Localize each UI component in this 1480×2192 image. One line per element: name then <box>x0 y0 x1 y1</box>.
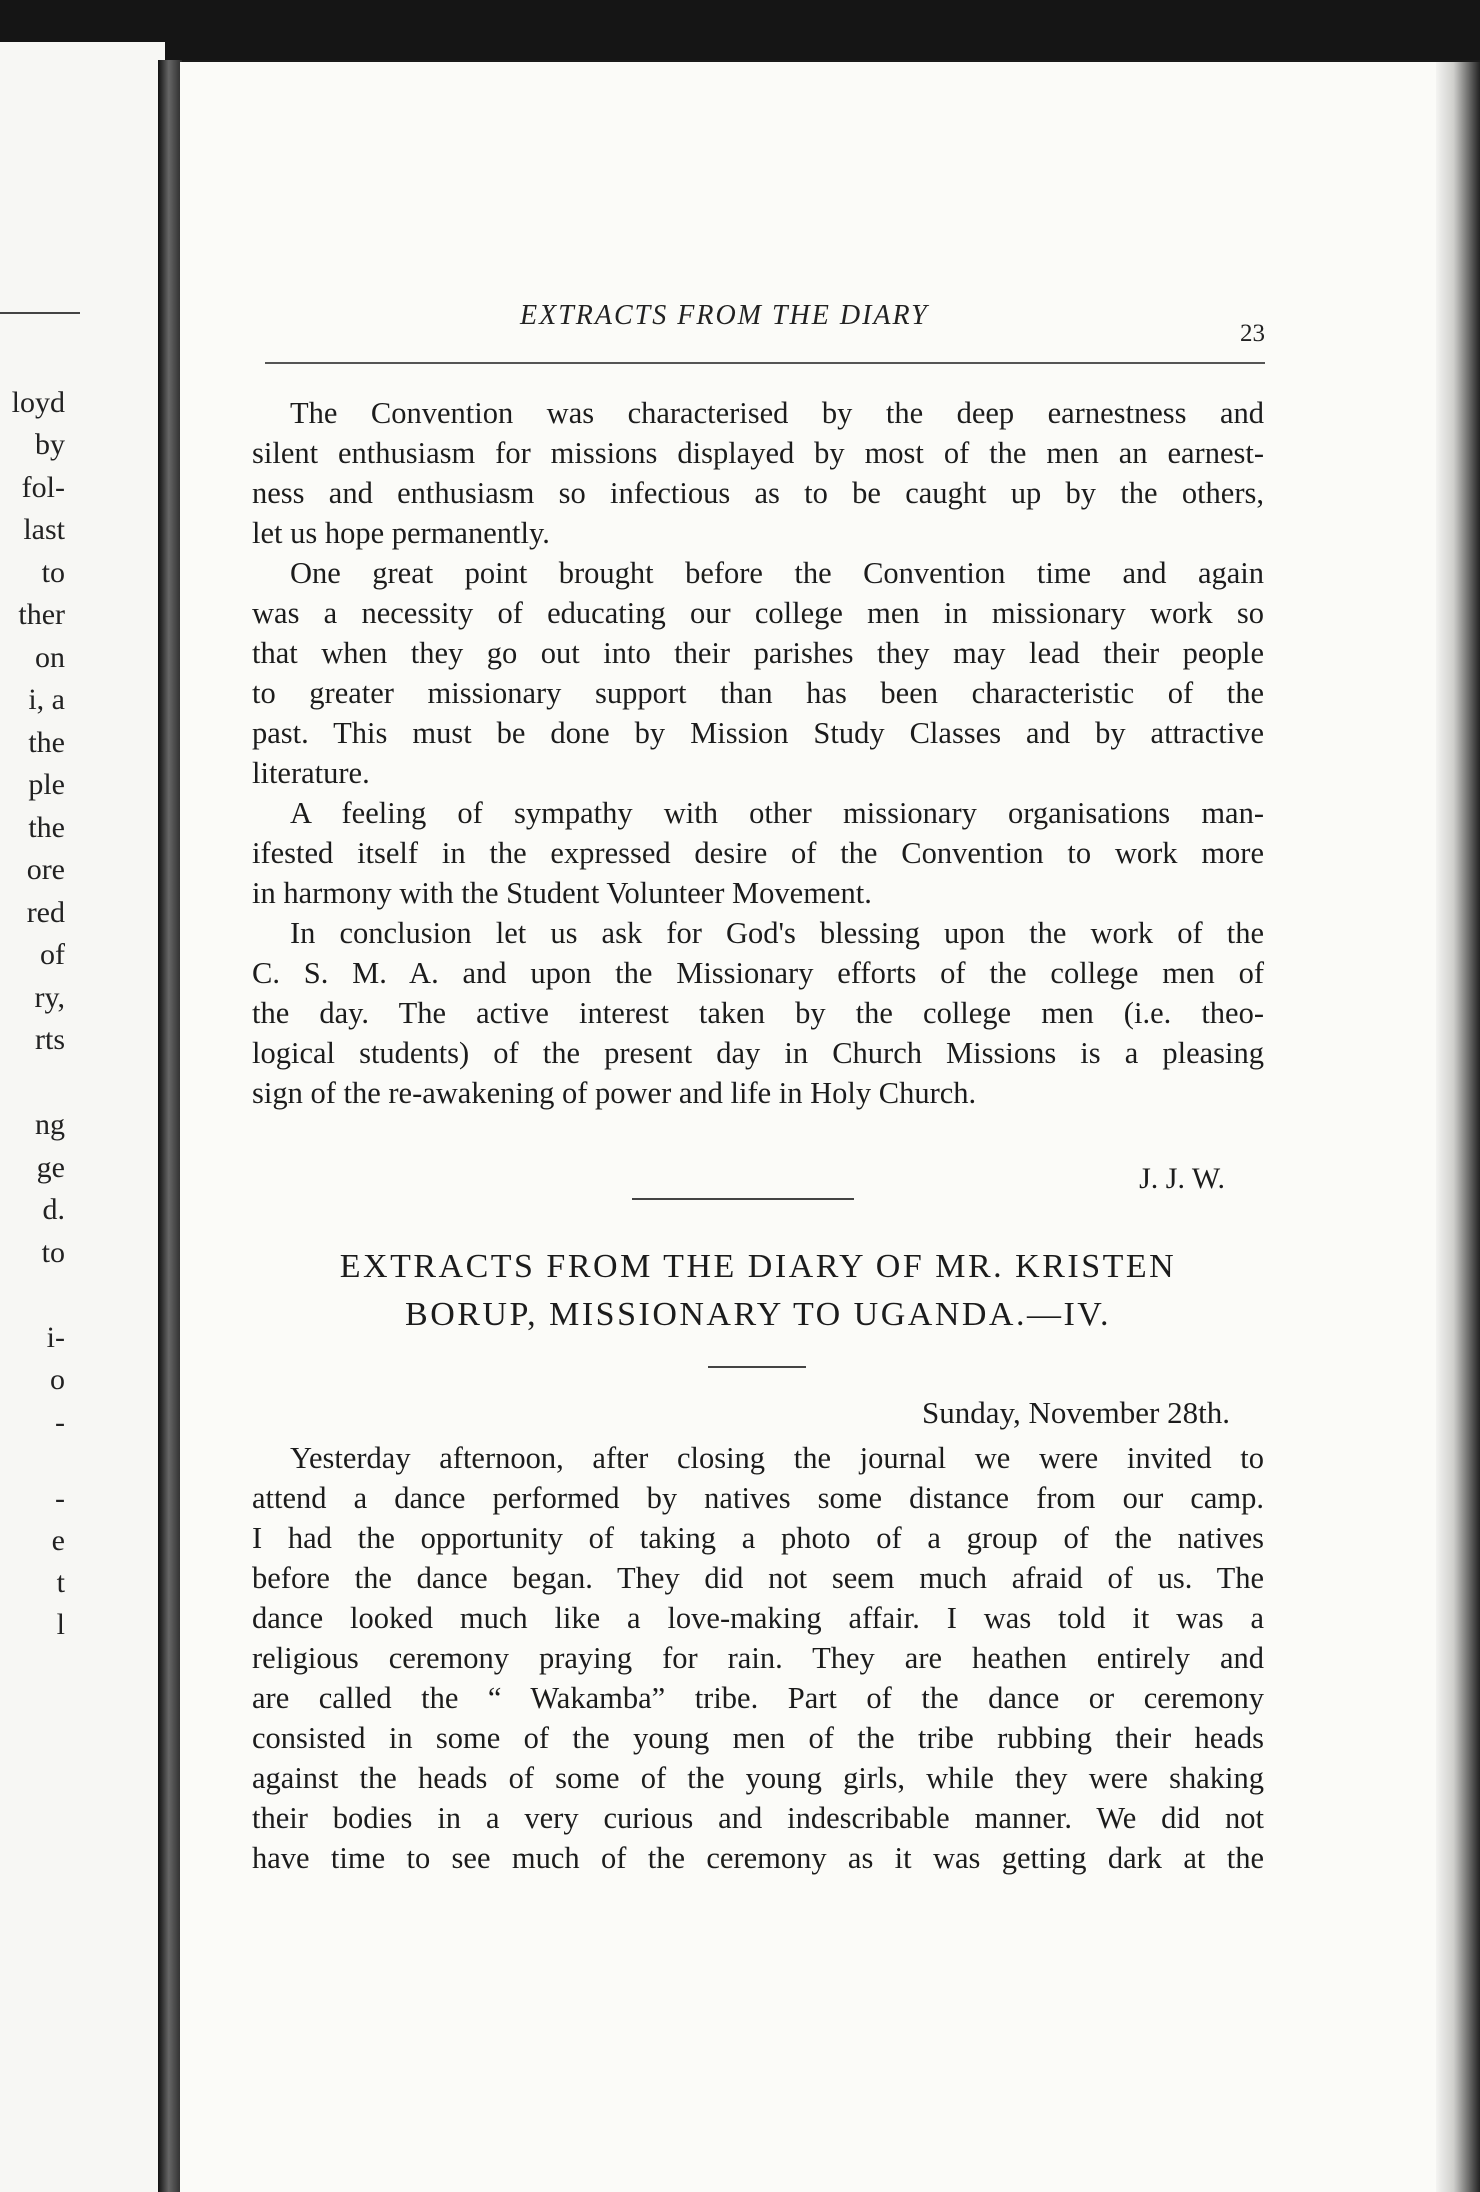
title-divider <box>708 1366 806 1368</box>
paragraph-line: to greater missionary support than has been characteristic of the <box>252 676 1264 710</box>
facing-page-fragment: - <box>55 1482 65 1515</box>
header-rule <box>265 362 1265 364</box>
page-edge-shadow <box>1436 62 1480 2192</box>
diary-line: have time to see much of the ceremony as it was getting dark at the <box>252 1841 1264 1875</box>
facing-page-fragment: loyd <box>11 386 65 419</box>
diary-line: religious ceremony praying for rain. They are heathen entirely and <box>252 1641 1264 1675</box>
article-title-line: BORUP, MISSIONARY TO UGANDA.—IV. <box>405 1296 1111 1333</box>
facing-page-fragment: o <box>50 1363 65 1396</box>
paragraph-line: The Convention was characterised by the deep earnestness and <box>290 396 1264 430</box>
facing-page-fragment: of <box>40 938 65 971</box>
paragraph-line: the day. The active interest taken by the college men (i.e. theo- <box>252 996 1264 1030</box>
paragraph-line: past. This must be done by Mission Study Classes and by attractive <box>252 716 1264 750</box>
facing-page-edge <box>0 42 165 2192</box>
page-number: 23 <box>1240 320 1265 347</box>
facing-page-fragment: ore <box>26 853 65 886</box>
facing-page-fragment: to <box>41 556 65 589</box>
article-title-line: EXTRACTS FROM THE DIARY OF MR. KRISTEN <box>339 1248 1177 1285</box>
facing-page-fragment: ple <box>28 768 65 801</box>
paragraph-line: A feeling of sympathy with other missionary organisations man- <box>290 796 1264 830</box>
paragraph-line: ness and enthusiasm so infectious as to be caught up by the others, <box>252 476 1264 510</box>
diary-dateline: Sunday, November 28th. <box>922 1395 1230 1430</box>
facing-page-fragment: i, a <box>28 683 65 716</box>
paragraph-line: let us hope permanently. <box>252 516 550 550</box>
diary-line: their bodies in a very curious and indescribable manner. We did not <box>252 1801 1264 1835</box>
diary-line: are called the “ Wakamba” tribe. Part of the dance or ceremony <box>252 1681 1264 1715</box>
facing-page-fragment: rts <box>35 1023 65 1056</box>
facing-page-fragment: e <box>51 1524 65 1557</box>
facing-page-fragment: by <box>35 428 65 461</box>
section-divider <box>632 1198 854 1200</box>
facing-page-fragment: the <box>28 726 65 759</box>
facing-page-fragment: ge <box>36 1151 65 1184</box>
paragraph-line: ifested itself in the expressed desire of the Convention to work more <box>252 836 1264 870</box>
paragraph-line: was a necessity of educating our college men in missionary work so <box>252 596 1264 630</box>
paragraph-line: sign of the re-awakening of power and life in Holy Church. <box>252 1076 977 1110</box>
diary-line: consisted in some of the young men of the tribe rubbing their heads <box>252 1721 1264 1755</box>
facing-page-fragment: ther <box>18 598 65 631</box>
facing-page-fragment: last <box>23 513 65 546</box>
diary-line: dance looked much like a love-making affair. I was told it was a <box>252 1601 1264 1635</box>
facing-page-fragment: to <box>41 1236 65 1269</box>
diary-line: before the dance began. They did not seem much afraid of us. The <box>252 1561 1264 1595</box>
paragraph-line: literature. <box>252 756 370 790</box>
paragraph-line: In conclusion let us ask for God's blessing upon the work of the <box>290 916 1264 950</box>
running-head: EXTRACTS FROM THE DIARY <box>520 300 929 331</box>
facing-page-fragment: red <box>26 896 65 929</box>
facing-page-fragment: i- <box>46 1321 65 1354</box>
facing-page-fragment: d. <box>42 1193 65 1226</box>
signature: J. J. W. <box>1139 1162 1225 1195</box>
facing-page-fragment: - <box>55 1406 65 1439</box>
facing-page-fragment: fol- <box>21 471 65 504</box>
paragraph-line: that when they go out into their parishes they may lead their people <box>252 636 1264 670</box>
diary-line: I had the opportunity of taking a photo of a group of the natives <box>252 1521 1264 1555</box>
diary-line: attend a dance performed by natives some distance from our camp. <box>252 1481 1264 1515</box>
diary-line: against the heads of some of the young girls, while they were shaking <box>252 1761 1264 1795</box>
facing-page-rule <box>0 312 80 314</box>
paragraph-line: C. S. M. A. and upon the Missionary efforts of the college men of <box>252 956 1264 990</box>
paragraph-line: silent enthusiasm for missions displayed by most of the men an earnest- <box>252 436 1264 470</box>
facing-page-fragment: t <box>56 1566 65 1599</box>
paragraph-line: logical students) of the present day in Church Missions is a pleasing <box>252 1036 1264 1070</box>
diary-line: Yesterday afternoon, after closing the journal we were invited to <box>290 1441 1264 1475</box>
facing-page-fragment: on <box>35 641 65 674</box>
book-spine-shadow <box>158 60 182 2192</box>
facing-page-fragment: ry, <box>34 981 65 1014</box>
paragraph-line: One great point brought before the Convention time and again <box>290 556 1264 590</box>
paragraph-line: in harmony with the Student Volunteer Movement. <box>252 876 872 910</box>
facing-page-fragment: ng <box>35 1108 65 1141</box>
facing-page-fragment: the <box>28 811 65 844</box>
facing-page-fragment: l <box>56 1608 65 1641</box>
scan-top-border <box>0 0 1480 60</box>
